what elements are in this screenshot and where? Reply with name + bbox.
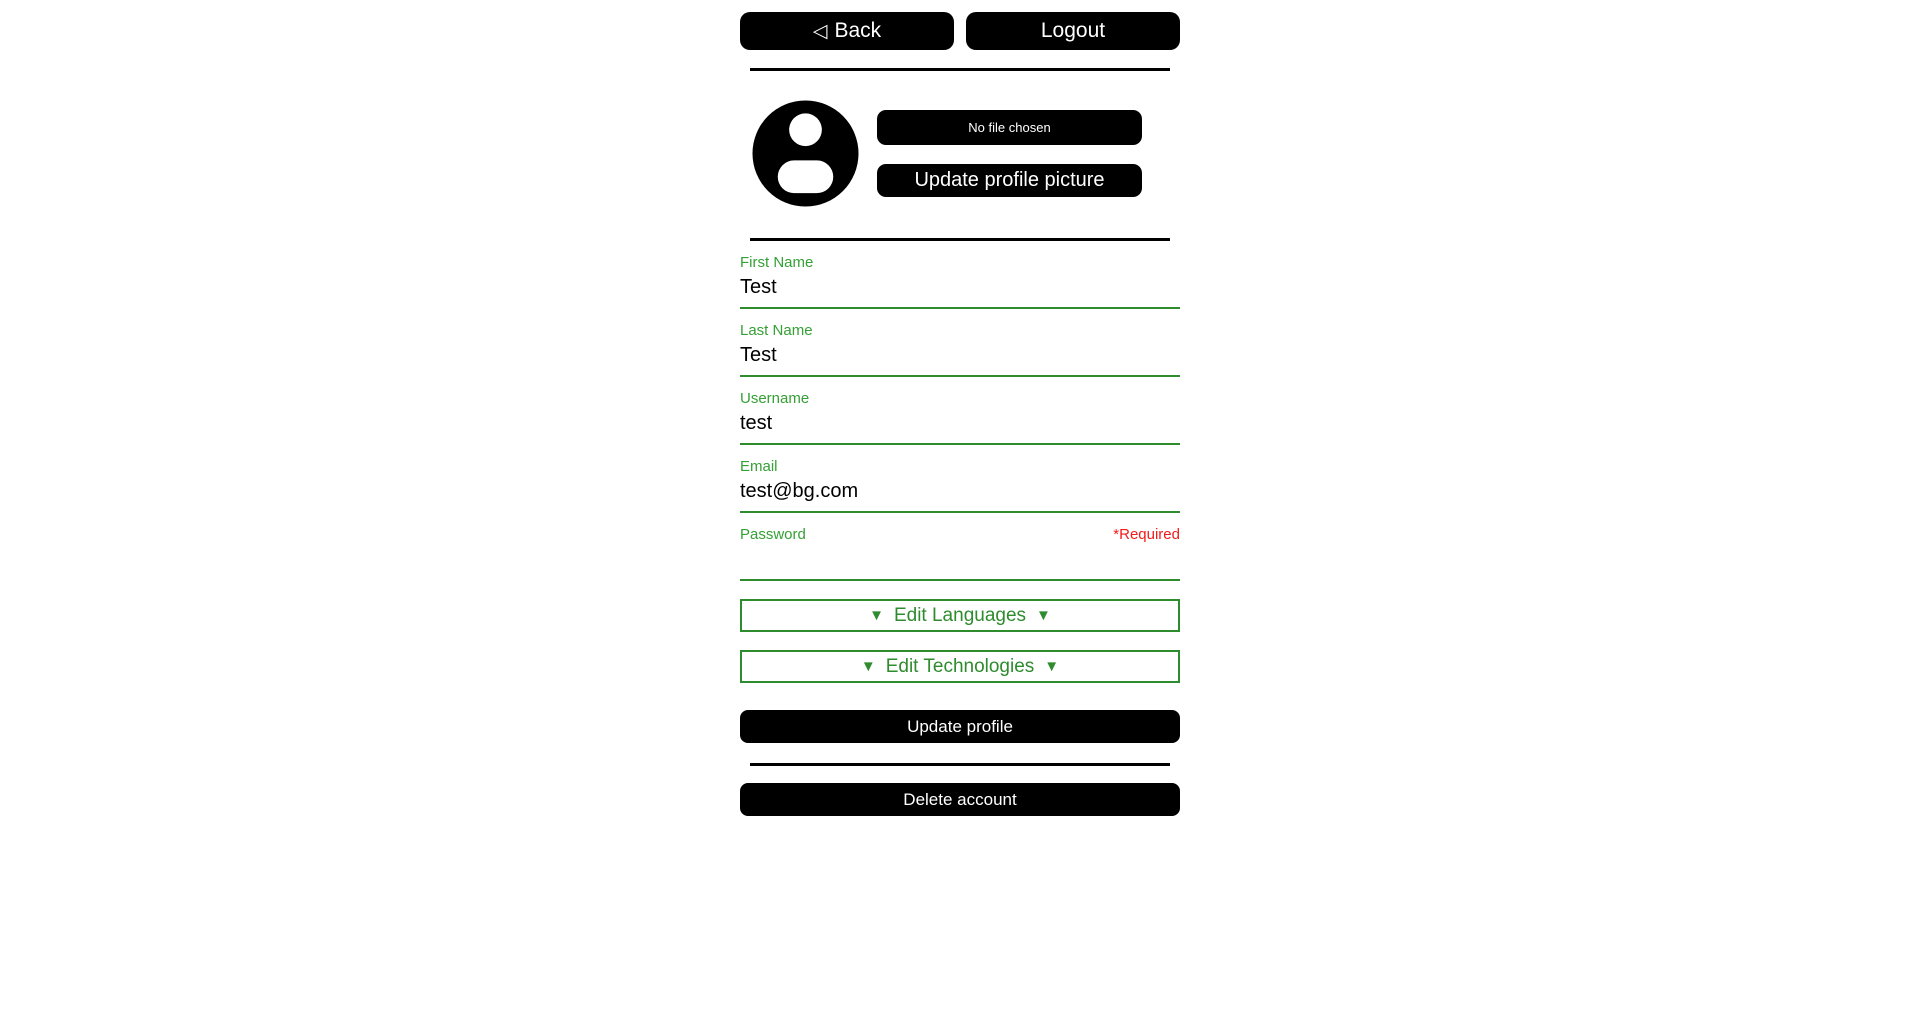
caret-down-icon: ▼: [1044, 658, 1060, 675]
password-label-row: [740, 526, 1180, 544]
first-name-field: [740, 241, 1180, 309]
update-profile-label: Update profile: [907, 716, 1013, 736]
back-triangle-icon: ◁: [812, 20, 828, 42]
password-field: [740, 513, 1180, 581]
caret-down-icon: ▼: [860, 658, 876, 675]
password-required-note: *Required: [1113, 526, 1180, 543]
edit-languages-label: Edit Languages: [893, 604, 1027, 626]
logout-button-label: Logout: [1040, 19, 1106, 42]
email-input[interactable]: [740, 476, 1180, 511]
edit-technologies-button[interactable]: [740, 650, 1180, 683]
email-label: Email: [740, 458, 778, 475]
back-button-label: Back: [834, 19, 882, 42]
profile-picture-file-input[interactable]: [877, 110, 1142, 145]
username-label: Username: [740, 390, 810, 407]
header-button-row: [740, 12, 1180, 50]
logout-button[interactable]: [966, 12, 1180, 50]
delete-account-button[interactable]: [740, 783, 1180, 816]
first-name-input[interactable]: [740, 272, 1180, 307]
update-profile-button[interactable]: [740, 710, 1180, 743]
profile-form: [740, 241, 1180, 743]
divider-top: [750, 68, 1170, 71]
update-profile-picture-button[interactable]: [877, 164, 1142, 197]
person-icon: [752, 100, 859, 207]
first-name-label: First Name: [740, 254, 814, 271]
username-field: [740, 377, 1180, 445]
last-name-input[interactable]: [740, 340, 1180, 375]
username-input[interactable]: [740, 408, 1180, 443]
file-input-label: No file chosen: [968, 120, 1051, 135]
caret-down-icon: ▼: [1036, 607, 1051, 624]
profile-picture-section: [740, 100, 1180, 207]
profile-page: [740, 0, 1180, 816]
password-label: Password: [740, 526, 806, 543]
edit-technologies-label: Edit Technologies: [885, 655, 1035, 677]
update-profile-picture-label: Update profile picture: [914, 169, 1105, 191]
email-field: [740, 445, 1180, 513]
back-button[interactable]: [740, 12, 954, 50]
divider-before-delete: [750, 763, 1170, 766]
caret-down-icon: ▼: [869, 607, 884, 624]
delete-account-label: Delete account: [903, 789, 1017, 809]
last-name-field: [740, 309, 1180, 377]
edit-languages-button[interactable]: [740, 599, 1180, 632]
password-input[interactable]: [740, 544, 1180, 579]
last-name-label: Last Name: [740, 322, 813, 339]
picture-buttons: [877, 110, 1142, 197]
